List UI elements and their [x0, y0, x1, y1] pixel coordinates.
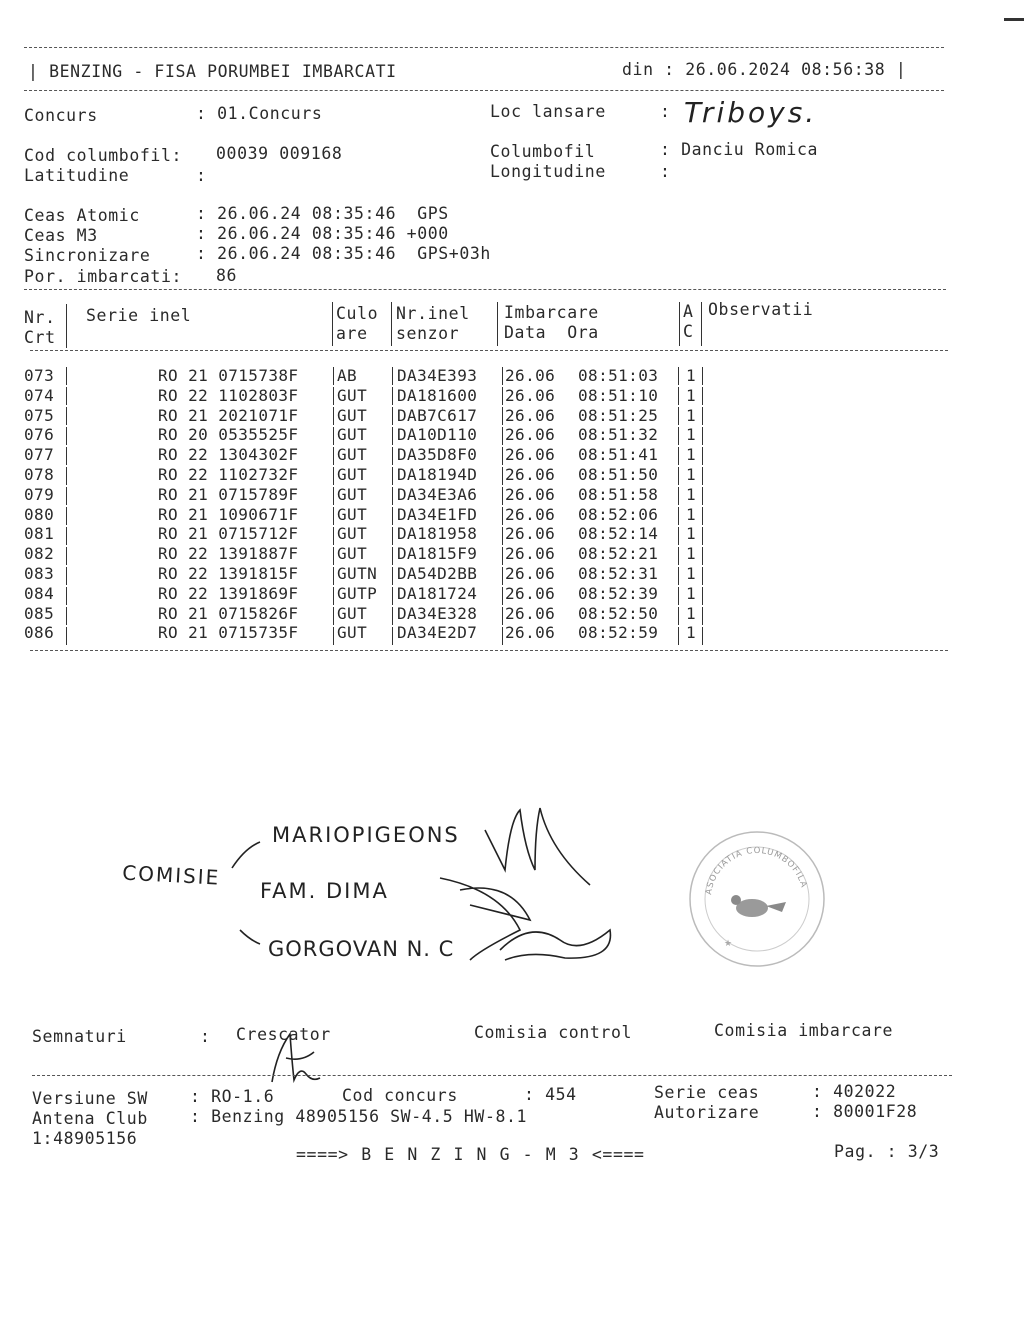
table-header-bottom-rule: [30, 350, 948, 351]
cell-nr: 073: [24, 366, 55, 385]
cell-nr-inel-senzor: DA181958: [397, 524, 478, 543]
cell-serie-inel: RO 22 1102803F: [158, 386, 299, 405]
row-divider-culoare: [392, 587, 393, 605]
table-bottom-rule: [30, 650, 948, 651]
row-divider-ac: [702, 627, 703, 645]
row-divider-serie: [333, 427, 334, 445]
cell-ac: 1: [686, 485, 697, 504]
columbofil-value: : Danciu Romica: [660, 140, 819, 159]
th-ac-line2: C: [683, 322, 694, 341]
cell-ora: 08:52:21: [578, 544, 659, 563]
cell-nr: 080: [24, 505, 55, 524]
cell-data: 26.06: [505, 584, 556, 603]
cell-ora: 08:51:32: [578, 425, 659, 444]
row-divider-culoare: [392, 447, 393, 465]
crescator-signature: [262, 1022, 332, 1090]
cell-serie-inel: RO 22 1391887F: [158, 544, 299, 563]
table-header-top-rule: [24, 289, 946, 290]
row-divider-senzor: [502, 407, 503, 425]
cell-nr-inel-senzor: DA10D110: [397, 425, 478, 444]
row-divider-imbarcare: [678, 487, 679, 505]
signature-3-stroke: [500, 930, 610, 960]
th-imbarcare-line2: Data Ora: [504, 323, 599, 342]
cell-culoare: GUT: [337, 524, 368, 543]
stamp-star: ★: [724, 939, 733, 949]
semnaturi-colon: :: [200, 1027, 211, 1046]
row-divider-culoare: [392, 427, 393, 445]
concurs-value: : 01.Concurs: [196, 104, 323, 123]
row-divider-ac: [702, 467, 703, 485]
row-divider-senzor: [502, 627, 503, 645]
cell-data: 26.06: [505, 544, 556, 563]
cell-ora: 08:52:14: [578, 524, 659, 543]
row-divider-culoare: [392, 387, 393, 405]
cell-ac: 1: [686, 505, 697, 524]
cell-data: 26.06: [505, 425, 556, 444]
cell-data: 26.06: [505, 465, 556, 484]
cell-nr: 081: [24, 524, 55, 543]
row-divider-ac: [702, 587, 703, 605]
cell-nr-inel-senzor: DA1815F9: [397, 544, 478, 563]
row-divider-serie: [333, 387, 334, 405]
row-divider-senzor: [502, 387, 503, 405]
latitudine-label: Latitudine: [24, 166, 130, 185]
th-nr-inel-line1: Nr.inel: [396, 304, 470, 323]
cell-ora: 08:52:06: [578, 505, 659, 524]
row-divider-serie: [333, 467, 334, 485]
cell-data: 26.06: [505, 445, 556, 464]
row-divider-ac: [702, 547, 703, 565]
row-divider-serie: [333, 607, 334, 625]
cell-culoare: GUT: [337, 465, 368, 484]
cell-serie-inel: RO 21 0715826F: [158, 604, 299, 623]
row-divider-senzor: [502, 587, 503, 605]
cell-data: 26.06: [505, 524, 556, 543]
cell-nr: 082: [24, 544, 55, 563]
cell-ac: 1: [686, 386, 697, 405]
row-divider-senzor: [502, 367, 503, 385]
row-divider-culoare: [392, 607, 393, 625]
cell-ac: 1: [686, 366, 697, 385]
cell-nr: 083: [24, 564, 55, 583]
row-divider-culoare: [392, 507, 393, 525]
row-divider-senzor: [502, 607, 503, 625]
club-stamp: [686, 828, 828, 970]
row-divider-ac: [702, 407, 703, 425]
cell-data: 26.06: [505, 386, 556, 405]
antena-club-value: : Benzing 48905156 SW-4.5 HW-8.1: [190, 1107, 528, 1126]
row-divider-culoare: [392, 627, 393, 645]
th-nr-line2: Crt: [24, 328, 56, 347]
row-divider-serie: [333, 567, 334, 585]
row-divider-imbarcare: [678, 527, 679, 545]
cell-nr: 086: [24, 623, 55, 642]
handwriting-gorgovan: GORGOVAN N. C: [268, 937, 455, 961]
cell-culoare: GUT: [337, 505, 368, 524]
loc-lansare-colon: :: [660, 102, 671, 121]
cell-data: 26.06: [505, 366, 556, 385]
row-divider-senzor: [502, 507, 503, 525]
row-divider-culoare: [392, 467, 393, 485]
cell-serie-inel: RO 21 0715789F: [158, 485, 299, 504]
cell-data: 26.06: [505, 505, 556, 524]
brace-bottom-stroke: [240, 930, 260, 944]
header-bottom-rule: [24, 90, 944, 91]
row-divider-ac: [702, 447, 703, 465]
ceas-m3-label: Ceas M3: [24, 226, 98, 245]
row-divider-nr: [66, 547, 67, 565]
row-divider-nr: [66, 427, 67, 445]
row-divider-imbarcare: [678, 467, 679, 485]
longitudine-label: Longitudine: [490, 162, 606, 181]
cell-nr-inel-senzor: DA54D2BB: [397, 564, 478, 583]
row-divider-culoare: [392, 407, 393, 425]
row-divider-imbarcare: [678, 587, 679, 605]
cell-nr-inel-senzor: DA181724: [397, 584, 478, 603]
cell-nr-inel-senzor: DAB7C617: [397, 406, 478, 425]
row-divider-nr: [66, 507, 67, 525]
cod-columbofil-value: 00039 009168: [216, 144, 343, 163]
row-divider-nr: [66, 487, 67, 505]
cell-ac: 1: [686, 604, 697, 623]
cell-culoare: GUT: [337, 425, 368, 444]
autorizare-value: : 80001F28: [812, 1102, 918, 1121]
loc-lansare-handwritten: Triboys.: [684, 96, 818, 129]
club-id: 1:48905156: [32, 1129, 138, 1148]
cell-serie-inel: RO 21 1090671F: [158, 505, 299, 524]
row-divider-culoare: [392, 487, 393, 505]
cell-data: 26.06: [505, 604, 556, 623]
cell-ac: 1: [686, 465, 697, 484]
handwriting-comisie: COMISIE: [121, 860, 221, 890]
col-divider-serie: [332, 302, 333, 346]
th-culoare-line2: are: [336, 324, 368, 343]
sincronizare-value: : 26.06.24 08:35:46 GPS+03h: [196, 244, 491, 263]
cell-data: 26.06: [505, 623, 556, 642]
ceas-atomic-value: : 26.06.24 08:35:46 GPS: [196, 204, 449, 223]
cell-ora: 08:52:50: [578, 604, 659, 623]
th-culoare-line1: Culo: [336, 304, 379, 323]
cell-ora: 08:51:25: [578, 406, 659, 425]
row-divider-serie: [333, 527, 334, 545]
antena-club-label: Antena Club: [32, 1109, 148, 1128]
row-divider-nr: [66, 567, 67, 585]
cell-serie-inel: RO 21 0715712F: [158, 524, 299, 543]
cell-serie-inel: RO 22 1304302F: [158, 445, 299, 464]
cell-nr: 079: [24, 485, 55, 504]
cell-serie-inel: RO 22 1391815F: [158, 564, 299, 583]
row-divider-imbarcare: [678, 427, 679, 445]
semnaturi-label: Semnaturi: [32, 1027, 127, 1046]
cell-ora: 08:52:31: [578, 564, 659, 583]
cell-serie-inel: RO 20 0535525F: [158, 425, 299, 444]
pigeon-tail-shape: [766, 902, 786, 912]
handwriting-fam-dima: FAM. DIMA: [260, 879, 389, 903]
th-serie-inel: Serie inel: [86, 306, 192, 325]
cell-culoare: GUTP: [337, 584, 378, 603]
row-divider-culoare: [392, 547, 393, 565]
cell-ora: 08:51:10: [578, 386, 659, 405]
scan-edge-mark: [1004, 18, 1024, 21]
versiune-sw-value: : RO-1.6: [190, 1087, 275, 1106]
row-divider-imbarcare: [678, 367, 679, 385]
row-divider-imbarcare: [678, 607, 679, 625]
row-divider-nr: [66, 447, 67, 465]
cell-data: 26.06: [505, 485, 556, 504]
cell-serie-inel: RO 21 0715738F: [158, 366, 299, 385]
row-divider-imbarcare: [678, 447, 679, 465]
col-divider-imbarcare: [679, 302, 680, 346]
concurs-label: Concurs: [24, 106, 98, 125]
cell-nr-inel-senzor: DA34E3A6: [397, 485, 478, 504]
col-divider-ac: [701, 302, 702, 346]
cell-nr: 074: [24, 386, 55, 405]
row-divider-imbarcare: [678, 507, 679, 525]
footer-top-rule: [32, 1075, 952, 1076]
cell-culoare: GUT: [337, 445, 368, 464]
row-divider-senzor: [502, 487, 503, 505]
page-number: Pag. : 3/3: [834, 1142, 940, 1161]
serie-ceas-value: : 402022: [812, 1082, 897, 1101]
document-title: | BENZING - FISA PORUMBEI IMBARCATI: [28, 62, 397, 81]
cell-ac: 1: [686, 406, 697, 425]
cell-ac: 1: [686, 564, 697, 583]
longitudine-colon: :: [660, 162, 671, 181]
handwriting-mariopigeons: MARIOPIGEONS: [272, 823, 460, 847]
row-divider-serie: [333, 447, 334, 465]
cell-ora: 08:51:03: [578, 366, 659, 385]
cell-ora: 08:51:58: [578, 485, 659, 504]
col-divider-nr: [66, 304, 67, 348]
cell-culoare: GUT: [337, 485, 368, 504]
th-observatii: Observatii: [708, 300, 814, 319]
row-divider-imbarcare: [678, 407, 679, 425]
cell-ac: 1: [686, 425, 697, 444]
cell-nr: 076: [24, 425, 55, 444]
loc-lansare-label: Loc lansare: [490, 102, 606, 121]
cell-ac: 1: [686, 584, 697, 603]
row-divider-nr: [66, 367, 67, 385]
ceas-atomic-label: Ceas Atomic: [24, 206, 140, 225]
signature-1-stroke: [485, 808, 590, 885]
cell-nr: 085: [24, 604, 55, 623]
row-divider-serie: [333, 367, 334, 385]
cell-culoare: AB: [337, 366, 358, 385]
header-top-rule: [24, 47, 944, 48]
row-divider-senzor: [502, 527, 503, 545]
versiune-sw-label: Versiune SW: [32, 1089, 148, 1108]
cell-ora: 08:52:39: [578, 584, 659, 603]
th-ac-line1: A: [683, 302, 694, 321]
row-divider-nr: [66, 407, 67, 425]
crescator-label: Crescator: [236, 1025, 331, 1044]
brace-top-stroke: [232, 842, 260, 868]
cod-columbofil-label: Cod columbofil:: [24, 146, 183, 165]
cell-ora: 08:52:59: [578, 623, 659, 642]
row-divider-imbarcare: [678, 627, 679, 645]
por-imbarcati-value: 86: [216, 266, 238, 285]
cell-ora: 08:51:50: [578, 465, 659, 484]
cell-ac: 1: [686, 524, 697, 543]
row-divider-nr: [66, 467, 67, 485]
cell-ac: 1: [686, 544, 697, 563]
pigeon-head-shape: [731, 895, 741, 905]
cell-nr-inel-senzor: DA34E1FD: [397, 505, 478, 524]
row-divider-serie: [333, 487, 334, 505]
row-divider-ac: [702, 367, 703, 385]
cell-serie-inel: RO 22 1391869F: [158, 584, 299, 603]
por-imbarcati-label: Por. imbarcati:: [24, 267, 183, 286]
commission-handwriting: [110, 790, 630, 990]
cod-concurs-label: Cod concurs: [342, 1086, 458, 1105]
cell-serie-inel: RO 22 1102732F: [158, 465, 299, 484]
row-divider-senzor: [502, 467, 503, 485]
row-divider-nr: [66, 587, 67, 605]
row-divider-imbarcare: [678, 567, 679, 585]
row-divider-imbarcare: [678, 387, 679, 405]
cell-ac: 1: [686, 623, 697, 642]
cell-culoare: GUT: [337, 604, 368, 623]
row-divider-serie: [333, 587, 334, 605]
sincronizare-label: Sincronizare: [24, 246, 151, 265]
columbofil-label: Columbofil: [490, 142, 596, 161]
autorizare-label: Autorizare: [654, 1103, 760, 1122]
cod-concurs-value: : 454: [524, 1085, 577, 1104]
row-divider-serie: [333, 507, 334, 525]
cell-culoare: GUT: [337, 386, 368, 405]
stamp-text: ASOCIATIA COLUMBOFILA: [704, 845, 809, 896]
latitudine-colon: :: [196, 166, 207, 185]
cell-culoare: GUT: [337, 544, 368, 563]
row-divider-senzor: [502, 447, 503, 465]
cell-nr-inel-senzor: DA35D8F0: [397, 445, 478, 464]
cell-ora: 08:51:41: [578, 445, 659, 464]
col-divider-culoare: [391, 302, 392, 346]
comisia-control-label: Comisia control: [474, 1023, 633, 1042]
row-divider-culoare: [392, 567, 393, 585]
comisia-imbarcare-label: Comisia imbarcare: [714, 1021, 894, 1040]
row-divider-serie: [333, 407, 334, 425]
cell-culoare: GUT: [337, 406, 368, 425]
cell-nr: 075: [24, 406, 55, 425]
row-divider-nr: [66, 527, 67, 545]
row-divider-senzor: [502, 567, 503, 585]
print-date: din : 26.06.2024 08:56:38 |: [622, 60, 907, 79]
row-divider-imbarcare: [678, 547, 679, 565]
cell-data: 26.06: [505, 406, 556, 425]
row-divider-serie: [333, 547, 334, 565]
cell-nr: 084: [24, 584, 55, 603]
row-divider-culoare: [392, 367, 393, 385]
row-divider-nr: [66, 627, 67, 645]
row-divider-ac: [702, 507, 703, 525]
col-divider-senzor: [497, 302, 498, 346]
cell-nr-inel-senzor: DA181600: [397, 386, 478, 405]
cell-serie-inel: RO 21 2021071F: [158, 406, 299, 425]
benzing-m3-brand: ====> B E N Z I N G - M 3 <====: [296, 1145, 645, 1164]
cell-ac: 1: [686, 445, 697, 464]
cell-nr: 078: [24, 465, 55, 484]
cell-serie-inel: RO 21 0715735F: [158, 623, 299, 642]
row-divider-senzor: [502, 547, 503, 565]
row-divider-ac: [702, 527, 703, 545]
row-divider-senzor: [502, 427, 503, 445]
row-divider-serie: [333, 627, 334, 645]
cell-nr-inel-senzor: DA34E393: [397, 366, 478, 385]
row-divider-nr: [66, 607, 67, 625]
cell-nr-inel-senzor: DA34E328: [397, 604, 478, 623]
row-divider-ac: [702, 427, 703, 445]
pigeon-body-shape: [736, 899, 768, 917]
ceas-m3-value: : 26.06.24 08:35:46 +000: [196, 224, 449, 243]
row-divider-ac: [702, 607, 703, 625]
row-divider-culoare: [392, 527, 393, 545]
row-divider-ac: [702, 387, 703, 405]
cell-data: 26.06: [505, 564, 556, 583]
th-nr-inel-line2: senzor: [396, 324, 460, 343]
cell-nr: 077: [24, 445, 55, 464]
cell-nr-inel-senzor: DA34E2D7: [397, 623, 478, 642]
row-divider-ac: [702, 567, 703, 585]
cell-nr-inel-senzor: DA18194D: [397, 465, 478, 484]
row-divider-ac: [702, 487, 703, 505]
cell-culoare: GUTN: [337, 564, 378, 583]
th-imbarcare-line1: Imbarcare: [504, 303, 599, 322]
serie-ceas-label: Serie ceas: [654, 1083, 760, 1102]
cell-culoare: GUT: [337, 623, 368, 642]
th-nr-line1: Nr.: [24, 308, 56, 327]
row-divider-nr: [66, 387, 67, 405]
